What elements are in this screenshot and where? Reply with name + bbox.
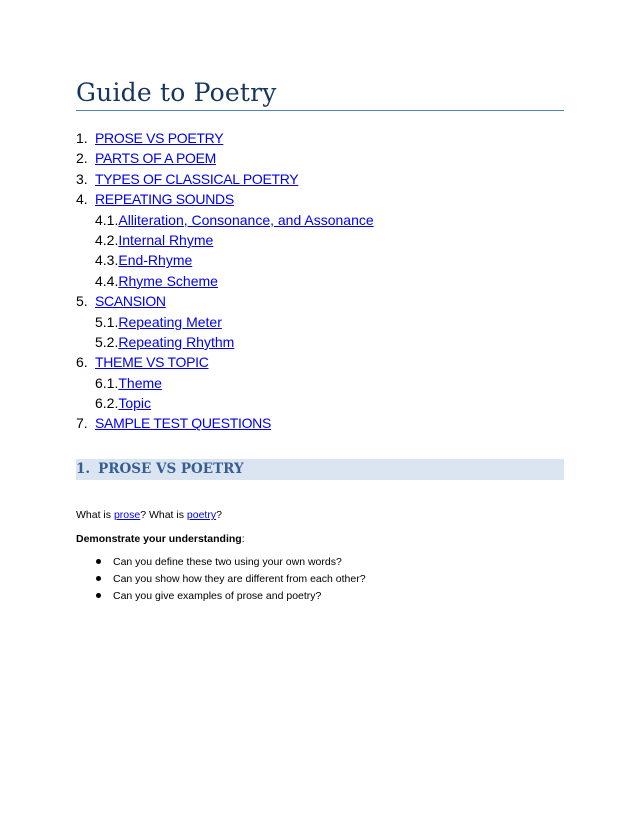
- toc-number: 6.1.: [95, 374, 119, 391]
- demonstrate-heading: [76, 532, 245, 546]
- toc-number: 3.: [76, 170, 88, 187]
- title-underline: [76, 110, 564, 111]
- toc-number: 5.: [76, 293, 88, 310]
- toc-item-5: [76, 291, 374, 311]
- toc-item-5-1: [76, 312, 374, 332]
- list-item: [96, 588, 366, 605]
- toc-number: 4.3.: [95, 252, 119, 269]
- toc-number: 2.: [76, 150, 88, 167]
- section-title: PROSE VS POETRY: [98, 461, 244, 477]
- toc-link-prose-vs-poetry[interactable]: PROSE VS POETRY: [95, 130, 224, 146]
- document-title: Guide to Poetry: [76, 78, 277, 107]
- toc-number: 1.: [76, 130, 88, 146]
- question-list: [96, 554, 366, 605]
- prose-link[interactable]: prose: [113, 509, 141, 521]
- toc-number: 4.2.: [95, 231, 119, 248]
- section-number: 1.: [76, 461, 91, 477]
- toc-number: 4.: [76, 191, 88, 208]
- toc-link-scansion[interactable]: SCANSION: [95, 293, 166, 310]
- toc-link-repeating-meter[interactable]: Repeating Meter: [118, 313, 222, 330]
- list-item-text: Can you give examples of prose and poetry?: [113, 590, 322, 602]
- toc-item-3: [76, 169, 374, 189]
- toc-link-theme-vs-topic[interactable]: THEME VS TOPIC: [95, 354, 209, 371]
- intro-text-2: ? What is: [140, 509, 187, 521]
- toc-link-parts-of-a-poem[interactable]: PARTS OF A POEM: [95, 150, 217, 167]
- table-of-contents: [76, 128, 374, 434]
- toc-link-theme[interactable]: Theme: [118, 374, 162, 391]
- toc-item-4: [76, 189, 374, 209]
- toc-item-7: [76, 413, 374, 433]
- toc-link-topic[interactable]: Topic: [118, 395, 152, 412]
- toc-link-alliteration[interactable]: Alliteration, Consonance, and Assonance: [118, 211, 374, 228]
- toc-number: 6.2.: [95, 395, 119, 412]
- toc-item-6-2: [76, 393, 374, 413]
- toc-number: 4.1.: [95, 211, 119, 228]
- demonstrate-colon: :: [241, 533, 245, 545]
- toc-number: 6.: [76, 354, 88, 371]
- list-item: [96, 554, 366, 571]
- intro-question: [76, 508, 222, 522]
- toc-link-rhyme-scheme[interactable]: Rhyme Scheme: [118, 272, 218, 289]
- intro-text-3: ?: [216, 509, 222, 521]
- toc-item-4-1: [76, 210, 374, 230]
- toc-number: 4.4.: [95, 272, 119, 289]
- toc-item-1: [76, 128, 374, 148]
- list-item-text: Can you show how they are different from each other?: [113, 573, 366, 585]
- section-heading: [76, 459, 564, 480]
- toc-number: 7.: [76, 415, 88, 432]
- bullet-icon: [96, 559, 101, 564]
- toc-link-sample-test-questions[interactable]: SAMPLE TEST QUESTIONS: [95, 415, 272, 432]
- toc-number: 5.1.: [95, 313, 119, 330]
- toc-link-end-rhyme[interactable]: End-Rhyme: [118, 252, 193, 269]
- toc-item-4-4: [76, 271, 374, 291]
- toc-item-2: [76, 148, 374, 168]
- toc-item-5-2: [76, 332, 374, 352]
- toc-item-6-1: [76, 373, 374, 393]
- toc-item-4-3: [76, 250, 374, 270]
- bullet-icon: [96, 576, 101, 581]
- list-item-text: Can you define these two using your own words?: [113, 556, 342, 568]
- bullet-icon: [96, 593, 101, 598]
- toc-item-6: [76, 352, 374, 372]
- toc-number: 5.2.: [95, 333, 119, 350]
- toc-item-4-2: [76, 230, 374, 250]
- demonstrate-label: Demonstrate your understanding: [76, 533, 242, 545]
- toc-link-types-of-classical-poetry[interactable]: TYPES OF CLASSICAL POETRY: [95, 170, 299, 187]
- list-item: [96, 571, 366, 588]
- toc-link-internal-rhyme[interactable]: Internal Rhyme: [118, 231, 214, 248]
- toc-link-repeating-rhythm[interactable]: Repeating Rhythm: [118, 333, 235, 350]
- poetry-link[interactable]: poetry: [186, 509, 217, 521]
- toc-link-repeating-sounds[interactable]: REPEATING SOUNDS: [95, 191, 234, 208]
- intro-text-1: What is: [76, 509, 114, 521]
